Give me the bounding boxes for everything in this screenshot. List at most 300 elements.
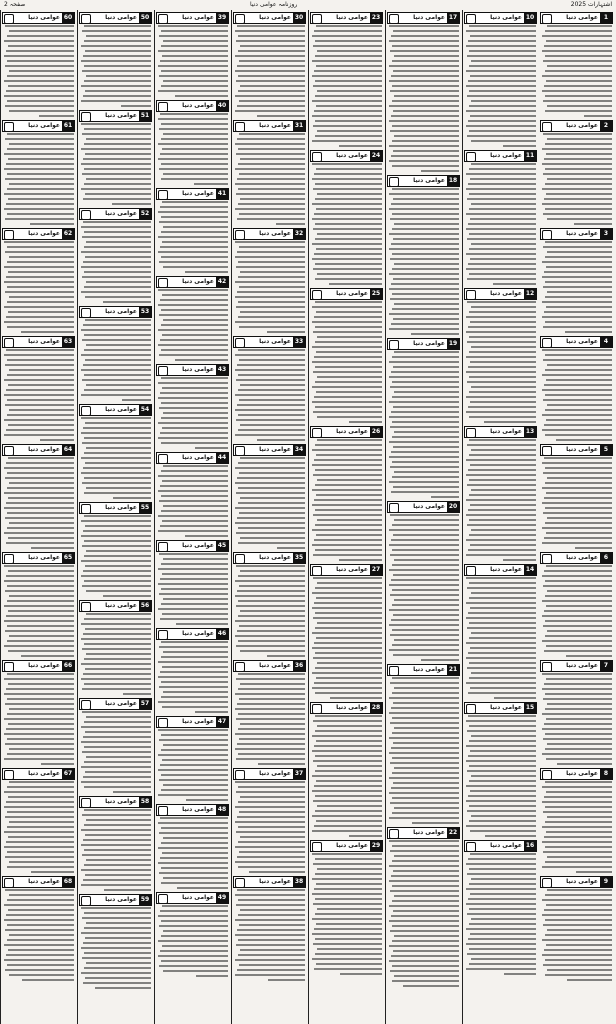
notice-number: 54 <box>140 406 150 413</box>
notice-body <box>541 349 612 441</box>
text-line <box>81 188 151 190</box>
notice-body <box>3 25 74 117</box>
text-line <box>544 537 612 539</box>
text-line <box>240 570 305 572</box>
text-line <box>312 687 382 689</box>
text-line <box>162 905 228 907</box>
text-line <box>6 502 74 504</box>
text-line <box>81 432 151 434</box>
text-line <box>466 316 536 318</box>
text-line <box>313 617 382 619</box>
text-line <box>542 899 612 901</box>
text-line <box>389 193 459 195</box>
text-line <box>4 919 74 921</box>
text-line <box>466 642 536 644</box>
text-line <box>469 454 536 456</box>
text-line <box>235 70 305 72</box>
notice-header <box>156 364 229 376</box>
text-line <box>83 95 151 97</box>
text-line <box>545 595 612 597</box>
notice-number: 11 <box>525 152 535 159</box>
text-line <box>394 639 459 641</box>
notice-body <box>3 565 74 657</box>
notice-title: عوامی دنیا <box>490 14 522 21</box>
text-line <box>161 216 228 218</box>
newspaper-logo-icon <box>389 829 399 839</box>
notice-body <box>3 133 74 225</box>
text-line <box>392 356 459 358</box>
notice-title: عوامی دنیا <box>566 446 598 453</box>
column-c4 <box>308 10 384 1024</box>
text-line <box>9 821 74 823</box>
text-line <box>315 810 382 812</box>
notice-header <box>156 716 229 728</box>
text-line <box>84 452 151 454</box>
text-line <box>466 110 536 112</box>
text-line <box>238 899 305 901</box>
notice-body <box>541 565 612 657</box>
text-line <box>161 920 228 922</box>
text-line <box>82 133 151 135</box>
text-line <box>547 105 612 107</box>
text-line <box>238 866 305 868</box>
text-line <box>312 958 382 960</box>
text-line <box>542 261 612 263</box>
text-line <box>566 655 612 657</box>
text-line <box>546 532 612 534</box>
text-line <box>471 958 536 960</box>
text-line <box>160 299 228 301</box>
notice-body <box>3 781 74 873</box>
text-line <box>159 168 228 170</box>
text-line <box>565 331 612 333</box>
text-line <box>236 678 305 680</box>
text-line <box>9 934 74 936</box>
notice-header <box>464 702 537 714</box>
text-line <box>389 273 459 275</box>
text-line <box>7 527 74 529</box>
text-line <box>576 871 612 873</box>
text-line <box>317 90 382 92</box>
text-line <box>468 223 536 225</box>
text-line <box>83 55 151 57</box>
text-line <box>312 592 382 594</box>
text-line <box>471 449 536 451</box>
text-line <box>160 764 228 766</box>
text-line <box>239 246 305 248</box>
newspaper-logo-icon <box>389 340 399 350</box>
text-line <box>469 820 536 822</box>
text-line <box>466 474 536 476</box>
masthead-left: صفحہ 2 <box>4 1 26 8</box>
text-line <box>393 782 459 784</box>
text-line <box>315 223 382 225</box>
text-line <box>313 657 382 659</box>
text-line <box>161 30 228 32</box>
text-line <box>235 394 305 396</box>
text-line <box>86 138 151 140</box>
text-line <box>84 809 151 811</box>
text-line <box>542 615 612 617</box>
text-line <box>7 826 74 828</box>
newspaper-logo-icon <box>4 230 14 240</box>
text-line <box>162 759 228 761</box>
notice-header <box>310 564 383 576</box>
text-line <box>391 955 459 957</box>
text-line <box>8 85 74 87</box>
notice-title: عوامی دنیا <box>105 896 137 903</box>
text-line <box>315 858 382 860</box>
text-line <box>545 894 612 896</box>
text-line <box>238 163 305 165</box>
text-line <box>467 524 536 526</box>
text-line <box>123 693 151 695</box>
text-line <box>317 193 382 195</box>
text-line <box>469 908 536 910</box>
text-line <box>235 95 305 97</box>
text-line <box>391 115 459 117</box>
text-line <box>238 615 305 617</box>
text-line <box>9 369 74 371</box>
notice-header <box>310 840 383 852</box>
text-line <box>315 406 382 408</box>
text-line <box>315 381 382 383</box>
text-line <box>81 781 151 783</box>
text-line <box>158 530 228 532</box>
text-line <box>315 301 382 303</box>
text-line <box>546 419 612 421</box>
notice-header <box>233 876 306 888</box>
text-line <box>8 384 74 386</box>
text-line <box>543 811 612 813</box>
text-line <box>8 683 74 685</box>
text-line <box>471 346 536 348</box>
text-line <box>236 904 305 906</box>
text-line <box>467 913 536 915</box>
text-line <box>466 928 536 930</box>
text-line <box>542 826 612 828</box>
text-line <box>542 673 612 675</box>
text-line <box>158 251 228 253</box>
text-line <box>240 683 305 685</box>
text-line <box>163 691 228 693</box>
text-line <box>162 945 228 947</box>
text-line <box>542 148 612 150</box>
text-line <box>391 323 459 325</box>
text-line <box>468 755 536 757</box>
notice-number: 23 <box>371 14 381 21</box>
notice-number: 29 <box>371 842 381 849</box>
text-line <box>85 319 151 321</box>
text-line <box>542 786 612 788</box>
notice-title: عوامی دنیا <box>182 190 214 197</box>
text-line <box>313 228 382 230</box>
text-line <box>312 163 382 165</box>
text-line <box>545 70 612 72</box>
text-line <box>237 25 305 27</box>
text-line <box>7 899 74 901</box>
text-line <box>159 314 228 316</box>
text-line <box>158 25 228 27</box>
text-line <box>393 278 459 280</box>
notice-item <box>464 702 537 837</box>
text-line <box>542 954 612 956</box>
text-line <box>317 479 382 481</box>
text-line <box>393 534 459 536</box>
text-line <box>41 763 74 765</box>
text-line <box>161 45 228 47</box>
text-line <box>6 575 74 577</box>
text-line <box>543 100 612 102</box>
text-line <box>158 437 228 439</box>
text-line <box>312 100 382 102</box>
text-line <box>186 799 228 801</box>
text-line <box>7 713 74 715</box>
text-line <box>7 738 74 740</box>
text-line <box>82 276 151 278</box>
text-line <box>161 123 228 125</box>
text-line <box>236 944 305 946</box>
notice-body <box>541 133 612 225</box>
text-line <box>545 183 612 185</box>
notice-title: عوامی دنیا <box>413 177 445 184</box>
notice-header <box>79 306 152 318</box>
newspaper-logo-icon <box>158 718 168 728</box>
text-line <box>162 520 228 522</box>
text-line <box>315 135 382 137</box>
text-line <box>545 256 612 258</box>
text-line <box>393 30 459 32</box>
notice-header <box>79 12 152 24</box>
text-line <box>316 168 382 170</box>
text-line <box>545 354 612 356</box>
notice-header <box>387 827 460 839</box>
text-line <box>391 539 459 541</box>
text-line <box>394 303 459 305</box>
text-line <box>276 223 305 225</box>
newspaper-logo-icon <box>4 662 14 672</box>
text-line <box>316 311 382 313</box>
text-line <box>543 326 612 328</box>
text-line <box>471 878 536 880</box>
notice-body <box>157 113 228 185</box>
text-line <box>238 374 305 376</box>
text-line <box>240 650 305 652</box>
newspaper-logo-icon <box>542 338 552 348</box>
text-line <box>389 649 459 651</box>
text-line <box>161 789 228 791</box>
notice-body <box>465 439 536 561</box>
text-line <box>81 394 151 396</box>
text-line <box>547 703 612 705</box>
text-line <box>185 271 228 273</box>
notice-item <box>156 540 229 625</box>
text-line <box>83 324 151 326</box>
text-line <box>6 389 74 391</box>
text-line <box>471 243 536 245</box>
text-line <box>317 416 382 418</box>
text-line <box>83 633 151 635</box>
text-line <box>545 434 612 436</box>
text-line <box>163 319 228 321</box>
text-line <box>547 364 612 366</box>
text-line <box>316 248 382 250</box>
text-line <box>239 326 305 328</box>
text-line <box>237 856 305 858</box>
text-line <box>546 791 612 793</box>
text-line <box>469 534 536 536</box>
text-line <box>390 890 459 892</box>
text-line <box>81 226 151 228</box>
text-line <box>159 354 228 356</box>
text-line <box>391 75 459 77</box>
text-line <box>159 261 228 263</box>
newspaper-logo-icon <box>235 446 245 456</box>
notice-item <box>2 336 75 441</box>
notice-body <box>388 677 459 824</box>
notice-number: 9 <box>600 877 612 887</box>
text-line <box>543 585 612 587</box>
text-line <box>467 873 536 875</box>
text-line <box>85 937 151 939</box>
text-line <box>160 153 228 155</box>
text-line <box>161 138 228 140</box>
text-line <box>390 722 459 724</box>
text-line <box>159 407 228 409</box>
notice-number: 41 <box>217 190 227 197</box>
notice-title: عوامی دنیا <box>182 278 214 285</box>
text-line <box>159 35 228 37</box>
text-line <box>84 786 151 788</box>
notice-body <box>80 25 151 107</box>
text-line <box>389 233 459 235</box>
notice-number: 7 <box>600 661 612 671</box>
notice-title: عوامی دنیا <box>28 14 60 21</box>
notice-title: عوامی دنیا <box>28 554 60 561</box>
text-line <box>543 399 612 401</box>
text-line <box>390 90 459 92</box>
text-line <box>468 938 536 940</box>
text-line <box>391 747 459 749</box>
notice-item <box>2 228 75 333</box>
text-line <box>470 178 536 180</box>
text-line <box>236 40 305 42</box>
text-line <box>392 228 459 230</box>
text-line <box>240 158 305 160</box>
text-line <box>392 980 459 982</box>
text-line <box>389 40 459 42</box>
text-line <box>7 585 74 587</box>
notice-body <box>157 729 228 801</box>
text-line <box>315 484 382 486</box>
text-line <box>389 441 459 443</box>
text-line <box>315 730 382 732</box>
notice-item <box>2 768 75 873</box>
text-line <box>546 718 612 720</box>
notice-title: عوامی دنیا <box>336 842 368 849</box>
text-line <box>161 641 228 643</box>
text-line <box>95 987 151 989</box>
notice-title: عوامی دنیا <box>182 14 214 21</box>
notice-item <box>156 892 229 977</box>
text-line <box>315 80 382 82</box>
text-line <box>5 105 74 107</box>
newspaper-logo-icon <box>542 230 552 240</box>
text-line <box>389 865 459 867</box>
notice-number: 18 <box>448 177 458 184</box>
text-line <box>159 646 228 648</box>
text-line <box>546 379 612 381</box>
notice-body <box>234 565 305 657</box>
text-line <box>83 673 151 675</box>
text-line <box>81 663 151 665</box>
notice-number: 52 <box>140 210 150 217</box>
text-line <box>466 396 536 398</box>
text-line <box>84 540 151 542</box>
text-line <box>84 80 151 82</box>
text-line <box>466 903 536 905</box>
text-line <box>84 40 151 42</box>
text-line <box>545 296 612 298</box>
text-line <box>81 354 151 356</box>
text-line <box>389 120 459 122</box>
text-line <box>317 765 382 767</box>
notice-header <box>464 564 537 576</box>
newspaper-logo-icon <box>542 14 552 24</box>
text-line <box>82 648 151 650</box>
text-line <box>4 281 74 283</box>
text-line <box>394 135 459 137</box>
notice-number: 56 <box>140 602 150 609</box>
text-line <box>86 653 151 655</box>
text-line <box>392 812 459 814</box>
text-line <box>545 861 612 863</box>
notice-title: عوامی دنیا <box>105 210 137 217</box>
text-line <box>83 839 151 841</box>
text-line <box>4 959 74 961</box>
notice-number: 19 <box>448 340 458 347</box>
text-line <box>544 85 612 87</box>
text-line <box>545 919 612 921</box>
text-line <box>84 25 151 27</box>
text-line <box>22 979 74 981</box>
text-line <box>468 795 536 797</box>
text-line <box>235 693 305 695</box>
text-line <box>7 851 74 853</box>
text-line <box>315 587 382 589</box>
notice-body <box>234 781 305 873</box>
newspaper-logo-icon <box>81 308 91 318</box>
notice-header <box>2 660 75 672</box>
text-line <box>392 100 459 102</box>
text-line <box>86 613 151 615</box>
text-line <box>469 416 536 418</box>
text-line <box>545 30 612 32</box>
text-line <box>7 924 74 926</box>
notice-title: عوامی دنیا <box>105 602 137 609</box>
notice-header <box>540 336 613 348</box>
text-line <box>317 336 382 338</box>
text-line <box>316 454 382 456</box>
text-line <box>547 743 612 745</box>
text-line <box>390 466 459 468</box>
notice-body <box>234 889 305 981</box>
text-line <box>469 805 536 807</box>
text-line <box>542 753 612 755</box>
text-line <box>466 554 536 556</box>
text-line <box>162 852 228 854</box>
notice-body <box>234 241 305 333</box>
